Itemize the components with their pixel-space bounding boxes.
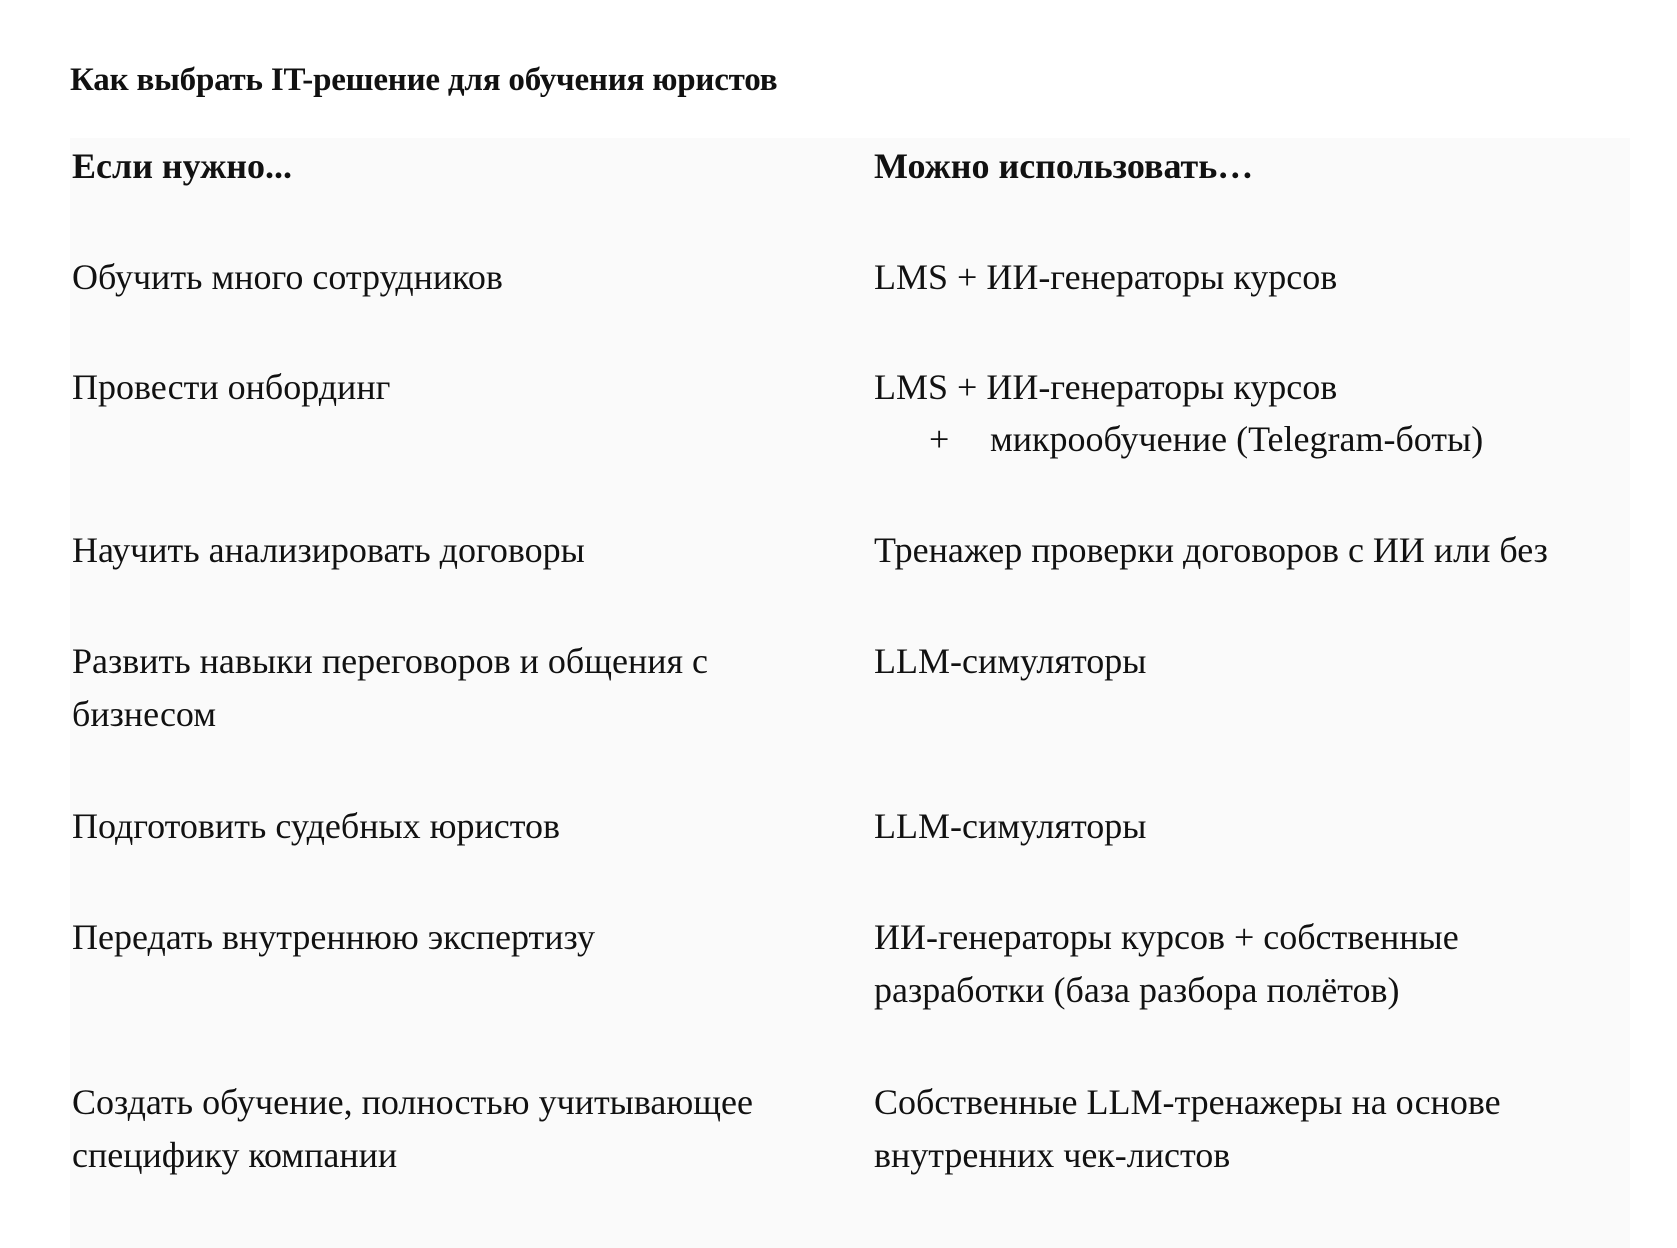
row-1-need: Обучить много сотрудников: [72, 257, 503, 297]
row-6-use-line-2: разработки (база разбора полётов): [874, 970, 1400, 1010]
row-3-need: Научить анализировать договоры: [72, 530, 585, 570]
row-4-need-line-1: Развить навыки переговоров и общения с: [72, 641, 709, 681]
row-7-need-line-2: специфику компании: [72, 1135, 398, 1175]
row-1-use: LMS + ИИ-генераторы курсов: [874, 257, 1338, 297]
column-header-need: Если нужно...: [72, 146, 293, 186]
row-2-need: Провести онбординг: [72, 367, 391, 407]
row-5-use: LLM-симуляторы: [874, 806, 1147, 846]
row-6-use-line-1: ИИ-генераторы курсов + собственные: [874, 917, 1459, 957]
row-2-use: LMS + ИИ-генераторы курсов: [874, 367, 1338, 407]
row-7-use-line-1: Собственные LLM-тренажеры на основе: [874, 1082, 1501, 1122]
row-6-need: Передать внутреннюю экспертизу: [72, 917, 595, 957]
page-title: Как выбрать IT-решение для обучения юристов: [70, 62, 778, 98]
row-4-use: LLM-симуляторы: [874, 641, 1147, 681]
row-7-use-line-2: внутренних чек-листов: [874, 1135, 1231, 1175]
row-2-use-bullet-text: микрообучение (Telegram-боты): [990, 419, 1484, 459]
row-2-use-bullet-marker: +: [929, 419, 950, 459]
row-3-use: Тренажер проверки договоров с ИИ или без: [874, 530, 1548, 570]
row-7-need-line-1: Создать обучение, полностью учитывающее: [72, 1082, 753, 1122]
row-4-need-line-2: бизнесом: [72, 694, 217, 734]
row-5-need: Подготовить судебных юристов: [72, 806, 561, 846]
column-header-use: Можно использовать…: [874, 146, 1254, 186]
